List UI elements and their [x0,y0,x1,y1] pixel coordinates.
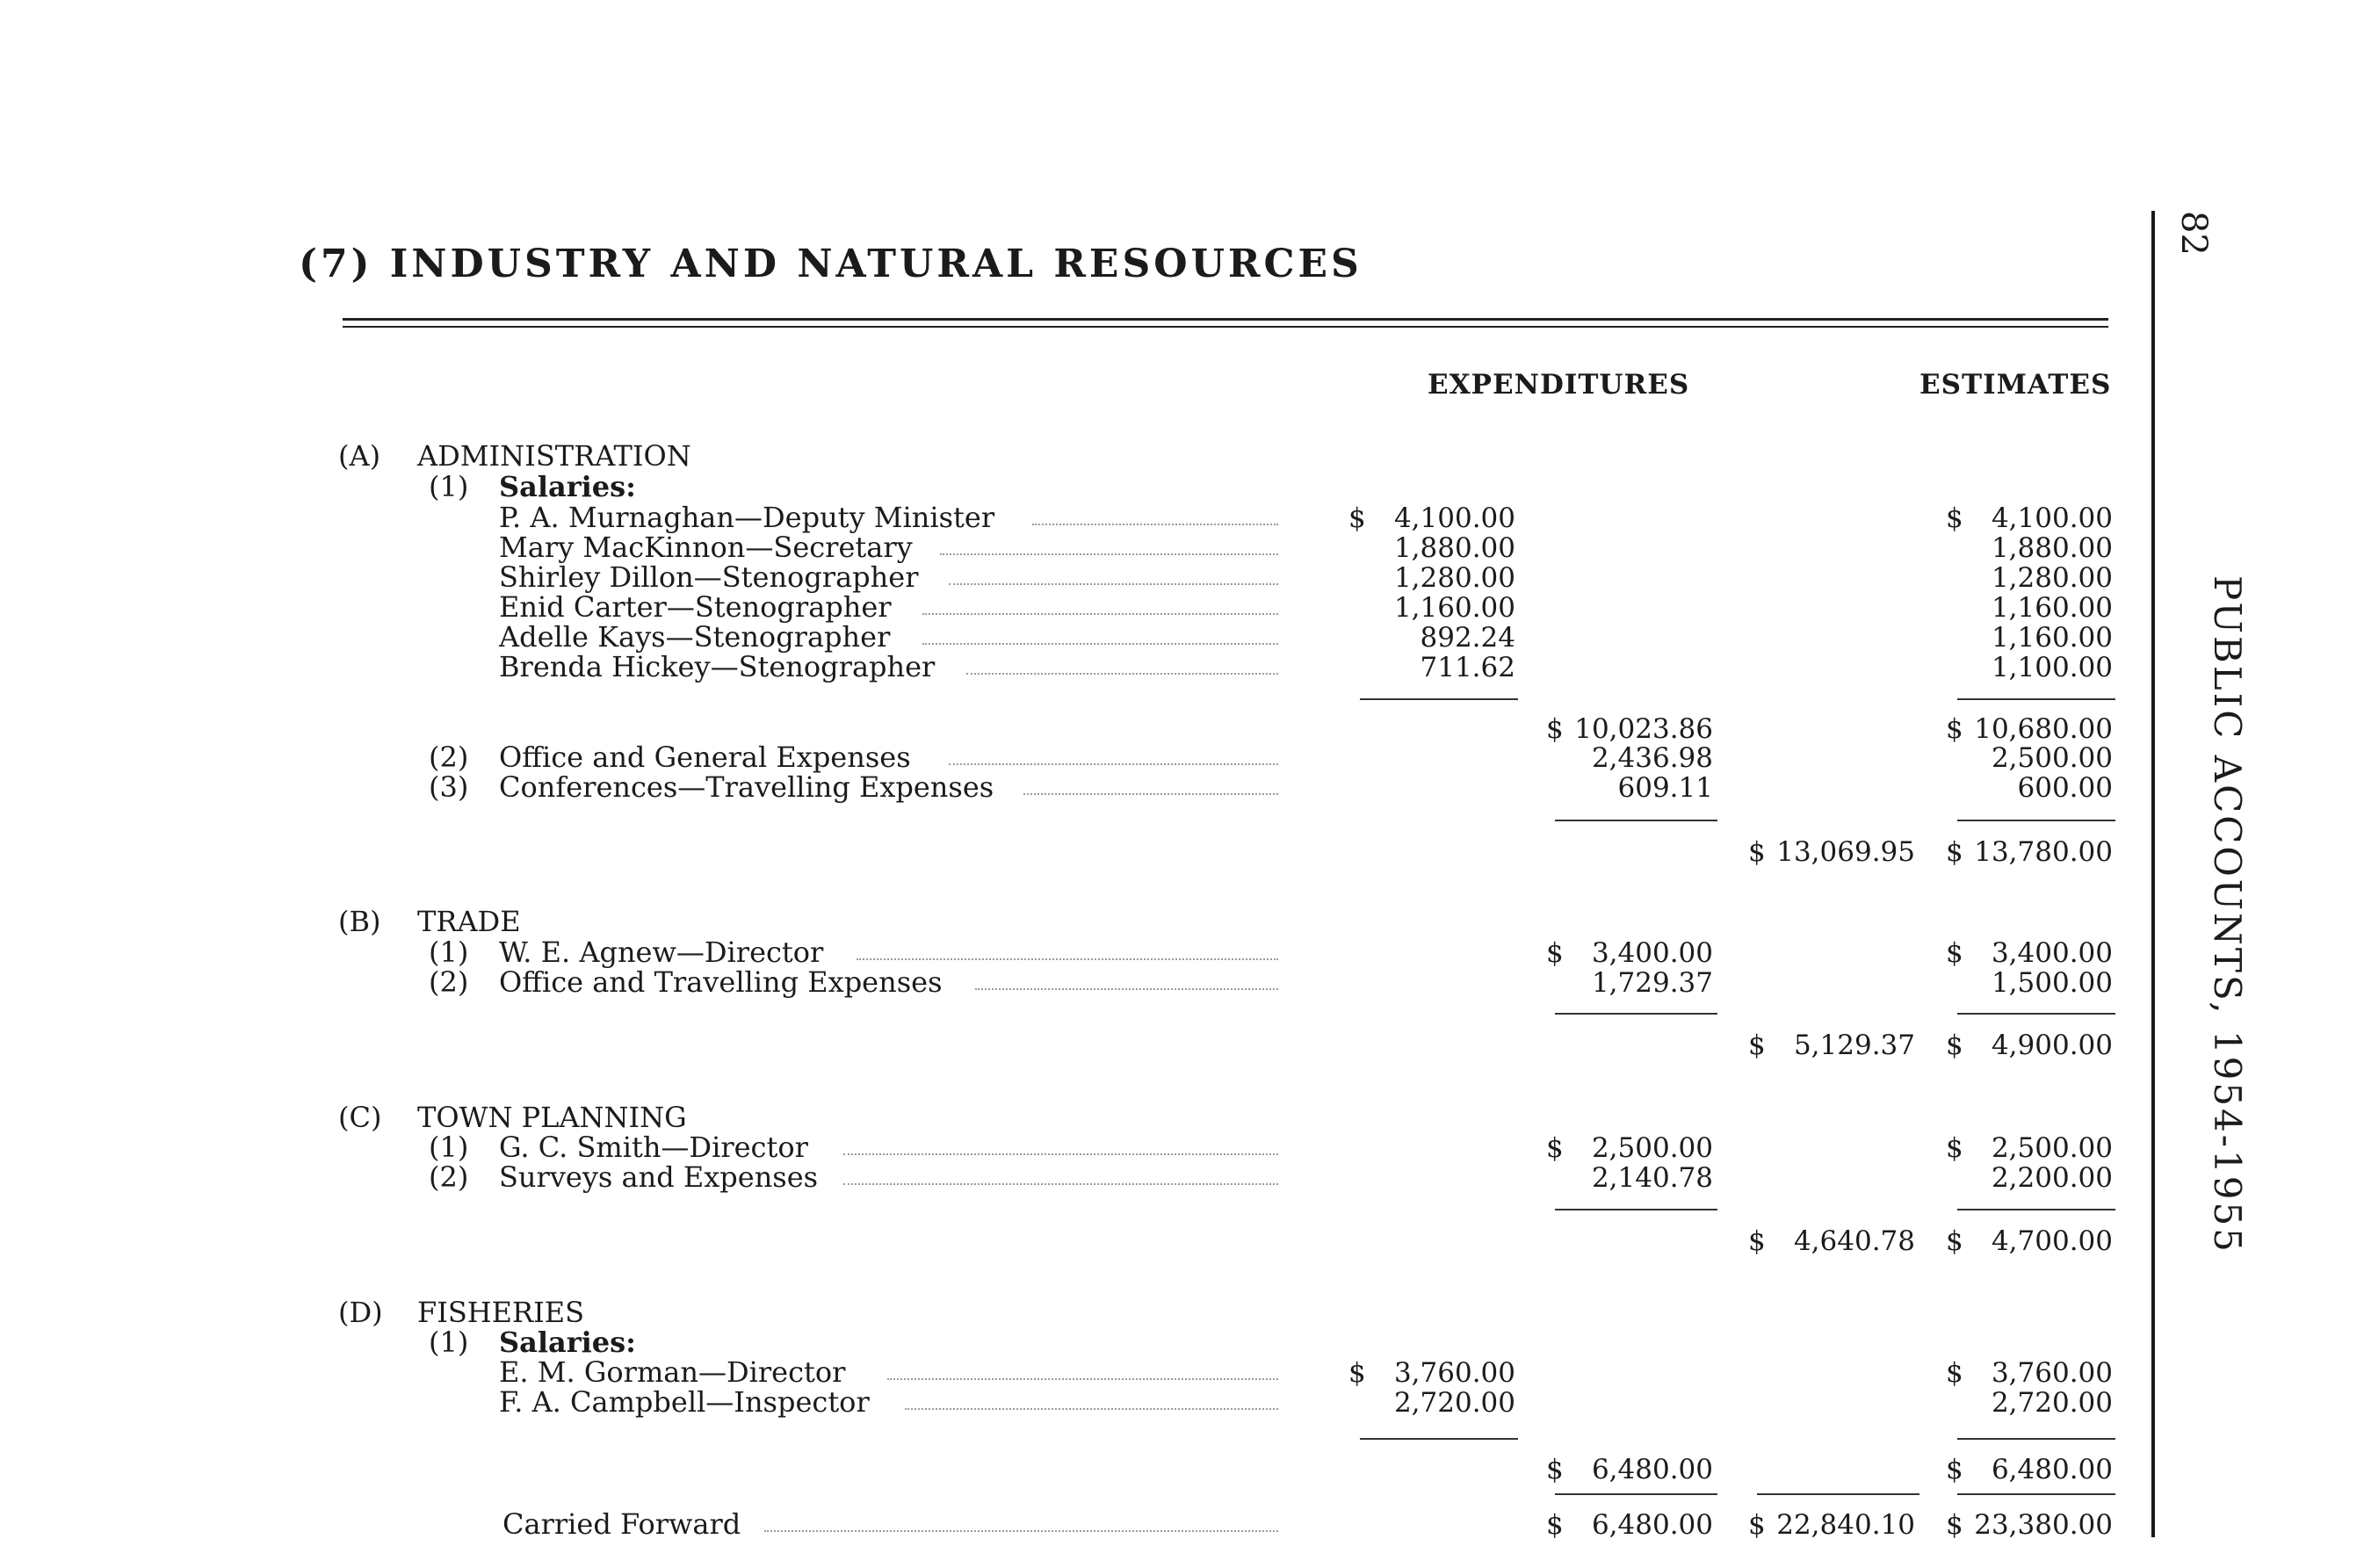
section-c-tag: (C) [338,1101,382,1134]
dollar-sign: $ [1348,1357,1366,1389]
section-total-estimate: 4,700.00 [1991,1225,2113,1257]
salary-expenditure: 1,280.00 [1393,562,1515,594]
dollar-sign: $ [1748,1509,1766,1541]
salary-expenditure: 892.24 [1420,622,1515,654]
dollar-sign: $ [1748,1030,1766,1061]
section-total-estimate: 4,900.00 [1991,1030,2113,1061]
dollar-sign: $ [1546,1132,1564,1164]
section-b-title: TRADE [417,905,521,938]
leader-dots [905,1408,1278,1410]
title-rule-top [343,318,2108,321]
item-tag: (2) [429,1160,469,1194]
salary-expenditure: 711.62 [1420,652,1515,683]
leader-dots [966,673,1278,675]
column-header-expenditures: EXPENDITURES [1428,369,1690,401]
salary-name: Shirley Dillon—Stenographer [499,560,919,594]
salary-estimate: 1,880.00 [1991,532,2113,564]
item-tag: (1) [429,1131,469,1164]
page-number: 82 [2173,211,2214,256]
item-estimate: 2,500.00 [1991,742,2113,774]
dollar-sign: $ [1946,502,1963,534]
leader-dots [764,1530,1278,1532]
subtotal-rule [1957,1013,2115,1015]
section-total-expenditure: 4,640.78 [1793,1225,1915,1257]
dollar-sign: $ [1946,937,1963,969]
subtotal-rule [1360,1438,1518,1440]
dollar-sign: $ [1546,1509,1564,1541]
section-total-expenditure: 13,069.95 [1776,836,1915,868]
salaries-total-expenditure: 10,023.86 [1574,713,1713,745]
item-label: Surveys and Expenses [499,1160,819,1194]
subtotal-rule [1957,698,2115,700]
salary-name: P. A. Murnaghan—Deputy Minister [499,501,995,534]
item-label: Office and General Expenses [499,741,911,774]
salary-estimate: 3,760.00 [1991,1357,2113,1389]
section-b-tag: (B) [338,905,381,938]
item-expenditure: 1,729.37 [1591,967,1713,999]
leader-dots [887,1378,1278,1380]
section-a-title: ADMINISTRATION [417,439,691,473]
subtotal-rule [1555,1493,1717,1495]
item-label: G. C. Smith—Director [499,1131,808,1164]
subtotal-rule [1360,698,1518,700]
salary-estimate: 1,100.00 [1991,652,2113,683]
item-expenditure: 2,436.98 [1591,742,1713,774]
dollar-sign: $ [1748,836,1766,868]
dollar-sign: $ [1946,836,1963,868]
dollar-sign: $ [1946,1030,1963,1061]
salary-expenditure: 2,720.00 [1393,1387,1515,1419]
leader-dots [922,643,1278,645]
section-total-estimate: 13,780.00 [1974,836,2113,868]
salaries-total-estimate: 10,680.00 [1974,713,2113,745]
item-estimate: 2,500.00 [1991,1132,2113,1164]
item-label: W. E. Agnew—Director [499,936,824,969]
salary-estimate: 1,160.00 [1991,592,2113,624]
section-d-item1-tag: (1) [429,1326,469,1359]
section-d-title: FISHERIES [417,1296,585,1329]
side-title: PUBLIC ACCOUNTS, 1954-1955 [2206,575,2249,1254]
salary-estimate: 1,280.00 [1991,562,2113,594]
subtotal-rule [1957,1209,2115,1210]
carried-forward-total: 22,840.10 [1776,1509,1915,1541]
section-c-title: TOWN PLANNING [417,1101,687,1134]
salaries-total-expenditure: 6,480.00 [1591,1454,1713,1485]
salary-name: Brenda Hickey—Stenographer [499,650,936,683]
item-expenditure: 2,500.00 [1591,1132,1713,1164]
dollar-sign: $ [1546,937,1564,969]
title-rule-bottom [343,326,2108,328]
carried-forward-label: Carried Forward [502,1507,741,1541]
salary-estimate: 4,100.00 [1991,502,2113,534]
dollar-sign: $ [1748,1225,1766,1257]
subtotal-rule [1555,820,1717,821]
item-tag: (1) [429,936,469,969]
item-estimate: 3,400.00 [1991,937,2113,969]
item-estimate: 600.00 [2017,772,2113,804]
dollar-sign: $ [1946,1132,1963,1164]
salary-expenditure: 1,160.00 [1393,592,1515,624]
section-a-tag: (A) [338,439,381,473]
leader-dots [940,553,1278,555]
dollar-sign: $ [1546,713,1564,745]
leader-dots [949,763,1278,765]
item-estimate: 2,200.00 [1991,1162,2113,1194]
section-d-tag: (D) [338,1296,383,1329]
item-label: Conferences—Travelling Expenses [499,770,994,804]
dollar-sign: $ [1946,713,1963,745]
item-expenditure: 609.11 [1617,772,1713,804]
salary-expenditure: 4,100.00 [1393,502,1515,534]
leader-dots [922,613,1278,615]
salary-estimate: 2,720.00 [1991,1387,2113,1419]
column-header-estimates: ESTIMATES [1919,369,2112,401]
item-label: Office and Travelling Expenses [499,965,943,999]
dollar-sign: $ [1348,502,1366,534]
dollar-sign: $ [1946,1454,1963,1485]
salary-expenditure: 3,760.00 [1393,1357,1515,1389]
leader-dots [843,1183,1278,1185]
leader-dots [857,958,1278,960]
subtotal-rule [1957,820,2115,821]
salary-name: Enid Carter—Stenographer [499,590,892,624]
item-tag: (3) [429,770,469,804]
carried-forward-estimate: 23,380.00 [1974,1509,2113,1541]
salary-name: Mary MacKinnon—Secretary [499,531,913,564]
salary-name: Adelle Kays—Stenographer [499,620,891,654]
salary-name: E. M. Gorman—Director [499,1355,846,1389]
leader-dots [975,988,1278,990]
dollar-sign: $ [1946,1357,1963,1389]
salaries-total-estimate: 6,480.00 [1991,1454,2113,1485]
section-a-salaries-label: Salaries: [499,470,636,503]
leader-dots [843,1153,1278,1155]
page-title: (7) INDUSTRY AND NATURAL RESOURCES [299,242,1363,286]
dollar-sign: $ [1546,1454,1564,1485]
item-expenditure: 3,400.00 [1591,937,1713,969]
subtotal-rule [1957,1493,2115,1495]
section-total-expenditure: 5,129.37 [1793,1030,1915,1061]
subtotal-rule [1757,1493,1919,1495]
margin-rule [2151,211,2155,1537]
subtotal-rule [1555,1013,1717,1015]
leader-dots [1032,524,1278,525]
section-d-salaries-label: Salaries: [499,1326,636,1359]
carried-forward-expenditure: 6,480.00 [1591,1509,1713,1541]
subtotal-rule [1555,1209,1717,1210]
section-a-item1-tag: (1) [429,470,469,503]
item-estimate: 1,500.00 [1991,967,2113,999]
leader-dots [949,583,1278,585]
salary-name: F. A. Campbell—Inspector [499,1385,870,1419]
salary-estimate: 1,160.00 [1991,622,2113,654]
dollar-sign: $ [1946,1225,1963,1257]
dollar-sign: $ [1946,1509,1963,1541]
item-tag: (2) [429,741,469,774]
subtotal-rule [1957,1438,2115,1440]
item-expenditure: 2,140.78 [1591,1162,1713,1194]
leader-dots [1023,793,1278,795]
salary-expenditure: 1,880.00 [1393,532,1515,564]
item-tag: (2) [429,965,469,999]
